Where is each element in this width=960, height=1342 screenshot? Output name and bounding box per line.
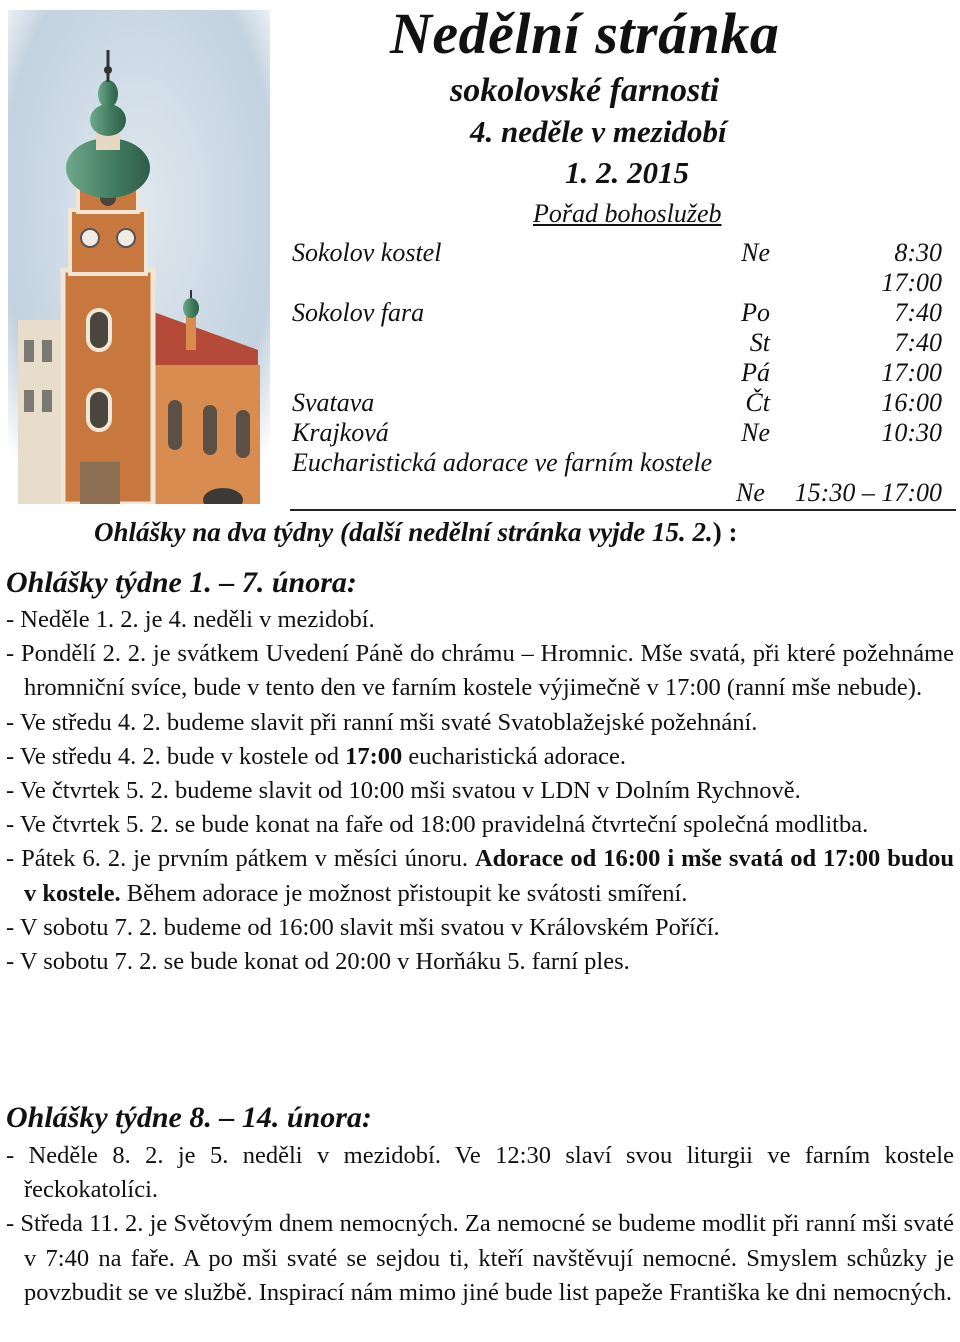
list-item [6, 842, 954, 910]
schedule-place: Sokolov fara [292, 298, 425, 327]
item-text: - Neděle 8. 2. je 5. neděli v mezidobí. Ve 12:30 slaví svou liturgii ve farním kostele řeckokatolíci. [6, 1142, 954, 1204]
schedule-place: Krajková [292, 418, 389, 447]
item-text: - Ve čtvrtek 5. 2. se bude konat na faře od 18:00 pravidelná čtvrteční společná modlitba. [6, 811, 869, 839]
week2-heading: Ohlášky týdne 8. – 14. února: [6, 1101, 372, 1134]
announcement-line [94, 517, 737, 548]
week2-list [6, 1139, 954, 1310]
schedule-divider [290, 509, 956, 511]
page-subtitle: sokolovské farnosti [450, 72, 720, 109]
schedule-day: Ne [741, 418, 770, 447]
item-text: - Ve středu 4. 2. budeme slavit při ranní mši svaté Svatoblažejské požehnání. [6, 708, 758, 736]
schedule-place: Eucharistická adorace ve farním kostele [292, 448, 713, 477]
schedule-day: Po [741, 298, 770, 327]
item-text: Během adorace je možnost přistoupit ke svátosti smíření. [120, 879, 688, 907]
schedule-day: Ne [741, 238, 770, 267]
schedule-time: 17:00 [881, 358, 942, 387]
item-text: eucharistická adorace. [402, 742, 627, 770]
item-text: - Pátek 6. 2. je prvním pátkem v měsíci únoru. [6, 845, 475, 873]
schedule-day: Pá [741, 358, 770, 387]
item-text: - Pondělí 2. 2. je svátkem Uvedení Páně do chrámu – Hromnic. Mše svatá, při které požehnáme hromniční svíce, bude v tento den ve farním kostele výjimečně v 17:00 (ranní mše nebude). [6, 640, 954, 702]
schedule-place: Sokolov kostel [292, 238, 442, 267]
list-item [6, 808, 954, 842]
list-item [6, 706, 954, 740]
item-text: - Ve středu 4. 2. bude v kostele od [6, 742, 346, 770]
liturgical-week: 4. neděle v mezidobí [470, 114, 727, 149]
announcement-text: Ohlášky na dva týdny (další nedělní stránka vyjde 15. 2. [94, 517, 713, 547]
list-item [6, 1139, 954, 1207]
schedule-time: 7:40 [894, 298, 942, 327]
schedule-time: 16:00 [881, 388, 942, 417]
schedule-title: Pořad bohoslužeb [533, 199, 722, 228]
list-item [6, 1207, 954, 1310]
church-photo [8, 10, 270, 504]
schedule-time: 7:40 [894, 328, 942, 357]
item-text: - V sobotu 7. 2. budeme od 16:00 slavit mši svatou v Královském Poříčí. [6, 913, 720, 941]
announcement-suffix: ) : [712, 517, 738, 547]
schedule-time: 10:30 [881, 418, 942, 447]
list-item [6, 637, 954, 705]
schedule-time: 8:30 [894, 238, 942, 267]
week1-list [6, 603, 954, 979]
schedule-day: Čt [745, 388, 770, 417]
schedule-time: 15:30 – 17:00 [794, 478, 942, 507]
item-text: - Neděle 1. 2. je 4. neděli v mezidobí. [6, 606, 375, 633]
schedule-day: Ne [736, 478, 765, 507]
item-text: - V sobotu 7. 2. se bude konat od 20:00 v Horňáku 5. farní ples. [6, 948, 630, 976]
item-text: - Ve čtvrtek 5. 2. budeme slavit od 10:00 mši svatou v LDN v Dolním Rychnově. [6, 777, 801, 805]
list-item [6, 911, 954, 945]
list-item [6, 603, 954, 637]
bold-text: Adorace od 16:00 i mše svatá od 17:00 budou v kostele. [24, 845, 954, 907]
schedule-day: St [749, 328, 770, 357]
week1-heading: Ohlášky týdne 1. – 7. února: [6, 566, 357, 599]
schedule-time: 17:00 [881, 268, 942, 297]
list-item [6, 774, 954, 808]
list-item [6, 945, 954, 979]
item-text: - Středa 11. 2. je Světovým dnem nemocných. Za nemocné se budeme modlit při ranní mši svaté v 7:40 na faře. A po mši svaté se sejdou ti, kteří navštěvují nemocné. Smyslem schůzky je povzbudit se ve službě. Inspirací nám mimo jiné bude list papeže Františka ke dni nemocných. [6, 1210, 954, 1306]
list-item [6, 740, 954, 774]
bold-text: 17:00 [345, 742, 403, 770]
schedule-place: Svatava [292, 388, 375, 417]
issue-date: 1. 2. 2015 [565, 155, 689, 190]
page-title: Nedělní stránka [390, 1, 780, 66]
